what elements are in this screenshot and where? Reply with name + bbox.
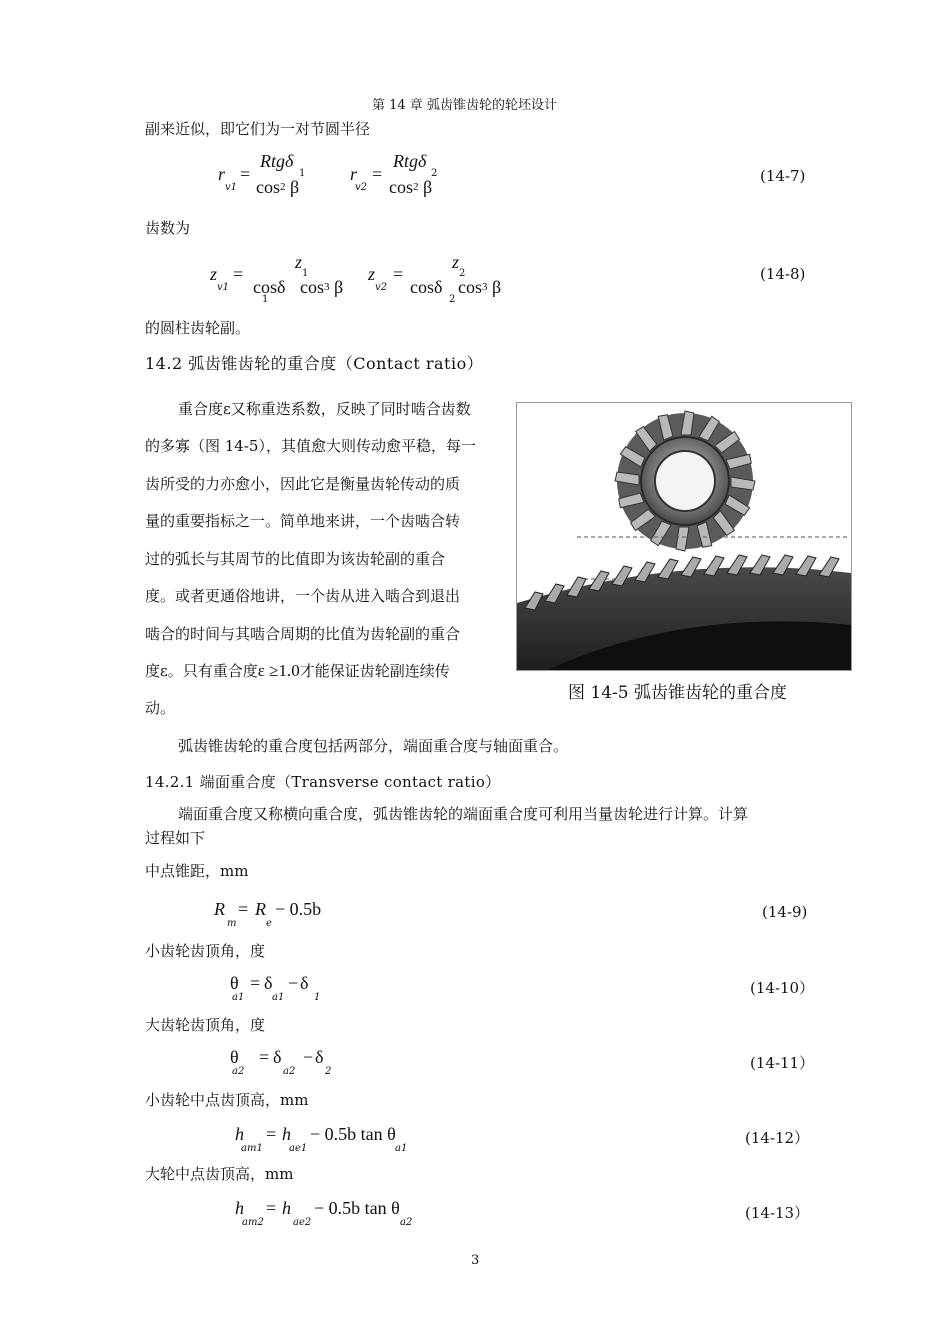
- after-eq-8: 的圆柱齿轮副。: [145, 319, 251, 337]
- eq7-equals2: =: [372, 164, 383, 184]
- eq12-rest: − 0.5b tan θ: [310, 1124, 396, 1144]
- paragraph-line: 度。或者更通俗地讲，一个齿从进入啮合到退出: [145, 587, 461, 605]
- formula-label: 大齿轮齿顶角，度: [145, 1016, 266, 1034]
- page-number: 3: [471, 1253, 480, 1268]
- eq8-lhs1: z: [210, 264, 218, 284]
- eq13-sub2: ae2: [293, 1217, 312, 1228]
- eq8-den1-b: cos3 β: [300, 277, 344, 297]
- section-heading-14-2: 14.2 弧齿锥齿轮的重合度（Contact ratio）: [145, 354, 484, 373]
- eq7-lhs1: r: [218, 164, 226, 184]
- equation-number-14-7: (14-7): [760, 167, 806, 185]
- eq7-lhs2: r: [350, 164, 358, 184]
- eq11-sub1: a2: [232, 1066, 245, 1077]
- eq8-den1-a-sub: 1: [262, 294, 269, 305]
- eq11-term1: θ: [230, 1047, 239, 1067]
- paragraph-line: 重合度ε又称重迭系数，反映了同时啮合齿数: [178, 400, 471, 418]
- paragraph-line: 量的重要指标之一。简单地来讲，一个齿啮合转: [145, 512, 461, 530]
- eq9-term1: R: [214, 899, 225, 919]
- eq7-num2: Rtgδ: [393, 151, 427, 171]
- eq9-term2: R: [255, 899, 266, 919]
- eq10-sub3: 1: [314, 992, 321, 1003]
- eq11-sub3: 2: [325, 1066, 332, 1077]
- eq12-sub3: a1: [395, 1143, 408, 1154]
- eq8-lhs2: z: [368, 264, 376, 284]
- eq8-den2-a-sub: 2: [449, 294, 456, 305]
- eq8-den2-a: cosδ: [410, 277, 443, 297]
- eq10-minus: −: [288, 973, 299, 993]
- eq8-num2-sub: 2: [459, 268, 466, 279]
- teeth-label: 齿数为: [145, 219, 191, 237]
- eq13-equals: =: [266, 1198, 277, 1218]
- eq13-sub3: a2: [400, 1217, 413, 1228]
- spiral-bevel-gear-illustration: [517, 403, 851, 670]
- paragraph-line: 过的弧长与其周节的比值即为该齿轮副的重合: [145, 550, 446, 568]
- eq7-equals1: =: [240, 164, 251, 184]
- eq9-rest: − 0.5b: [275, 899, 322, 919]
- formula-label: 中点锥距，mm: [145, 862, 249, 880]
- eq8-sub2: v2: [375, 282, 388, 293]
- eq10-term2: δ: [264, 973, 273, 993]
- eq12-sub1: am1: [241, 1143, 263, 1154]
- formula-label: 小齿轮中点齿顶高，mm: [145, 1091, 309, 1109]
- equation-number-14-9: (14-9): [762, 903, 808, 921]
- eq11-term2: δ: [273, 1047, 282, 1067]
- eq11-term3: δ: [315, 1047, 324, 1067]
- eq7-sub2: v2: [355, 182, 368, 193]
- section-heading-14-2-1: 14.2.1 端面重合度（Transverse contact ratio）: [145, 773, 501, 791]
- eq10-term1: θ: [230, 973, 239, 993]
- eq8-equals1: =: [233, 264, 244, 284]
- formula-label: 小齿轮齿顶角，度: [145, 942, 266, 960]
- figure-caption: 图 14-5 弧齿锥齿轮的重合度: [568, 683, 787, 703]
- transverse-line: 端面重合度又称横向重合度，弧齿锥齿轮的端面重合度可利用当量齿轮进行计算。计算: [178, 805, 749, 823]
- eq7-den1: cos2 β: [256, 177, 300, 197]
- paragraph-line: 齿所受的力亦愈小，因此它是衡量齿轮传动的质: [145, 475, 461, 493]
- eq11-minus: −: [303, 1047, 314, 1067]
- summary-line: 弧齿锥齿轮的重合度包括两部分，端面重合度与轴面重合。: [178, 737, 569, 755]
- eq10-term3: δ: [300, 973, 309, 993]
- figure-14-5-gear-photo: [516, 402, 852, 671]
- eq10-equals: =: [250, 973, 261, 993]
- equation-number-14-11: (14-11）: [750, 1054, 815, 1072]
- eq13-rest: − 0.5b tan θ: [314, 1198, 400, 1218]
- eq7-num1: Rtgδ: [260, 151, 294, 171]
- eq11-equals: =: [259, 1047, 270, 1067]
- eq13-term1: h: [235, 1198, 244, 1218]
- eq12-sub2: ae1: [289, 1143, 308, 1154]
- eq10-sub1: a1: [232, 992, 245, 1003]
- eq11-sub2: a2: [283, 1066, 296, 1077]
- paragraph-line: 的多寡（图 14-5），其值愈大则传动愈平稳，每一: [145, 437, 476, 455]
- equation-number-14-10: (14-10）: [750, 979, 815, 997]
- equation-number-14-8: (14-8): [760, 265, 806, 283]
- eq12-equals: =: [266, 1124, 277, 1144]
- paragraph-line: 度ε。只有重合度ε ≥1.0才能保证齿轮副连续传: [145, 661, 450, 680]
- eq8-num1: z: [295, 252, 303, 272]
- paragraph-line: 动。: [145, 699, 176, 717]
- eq8-sub1: v1: [217, 282, 230, 293]
- eq9-sub1: m: [227, 918, 237, 929]
- inline-condition: ε ≥1.0: [257, 661, 300, 680]
- equation-number-14-13: (14-13）: [745, 1204, 810, 1222]
- paragraph-line: 啮合的时间与其啮合周期的比值为齿轮副的重合: [145, 625, 461, 643]
- eq8-den2-b: cos3 β: [458, 277, 502, 297]
- eq7-num1-sub: 1: [299, 168, 306, 179]
- eq7-sub1: v1: [225, 182, 238, 193]
- eq9-equals: =: [238, 899, 249, 919]
- transverse-line: 过程如下: [145, 829, 206, 847]
- formula-label: 大轮中点齿顶高，mm: [145, 1165, 294, 1183]
- eq8-equals2: =: [393, 264, 404, 284]
- equation-number-14-12: (14-12）: [745, 1129, 810, 1147]
- eq13-term2: h: [282, 1198, 291, 1218]
- running-header: 第 14 章 弧齿锥齿轮的轮坯设计: [372, 98, 557, 113]
- eq12-term1: h: [235, 1124, 244, 1144]
- eq8-num1-sub: 1: [302, 268, 309, 279]
- intro-line: 副来近似，即它们为一对节圆半径: [145, 120, 371, 138]
- eq12-term2: h: [282, 1124, 291, 1144]
- eq7-den2: cos2 β: [389, 177, 433, 197]
- eq8-den1-a: cosδ: [253, 277, 286, 297]
- eq13-sub1: am2: [242, 1217, 264, 1228]
- eq10-sub2: a1: [272, 992, 285, 1003]
- eq9-sub2: e: [266, 918, 272, 929]
- eq7-num2-sub: 2: [431, 168, 438, 179]
- eq8-num2: z: [452, 252, 460, 272]
